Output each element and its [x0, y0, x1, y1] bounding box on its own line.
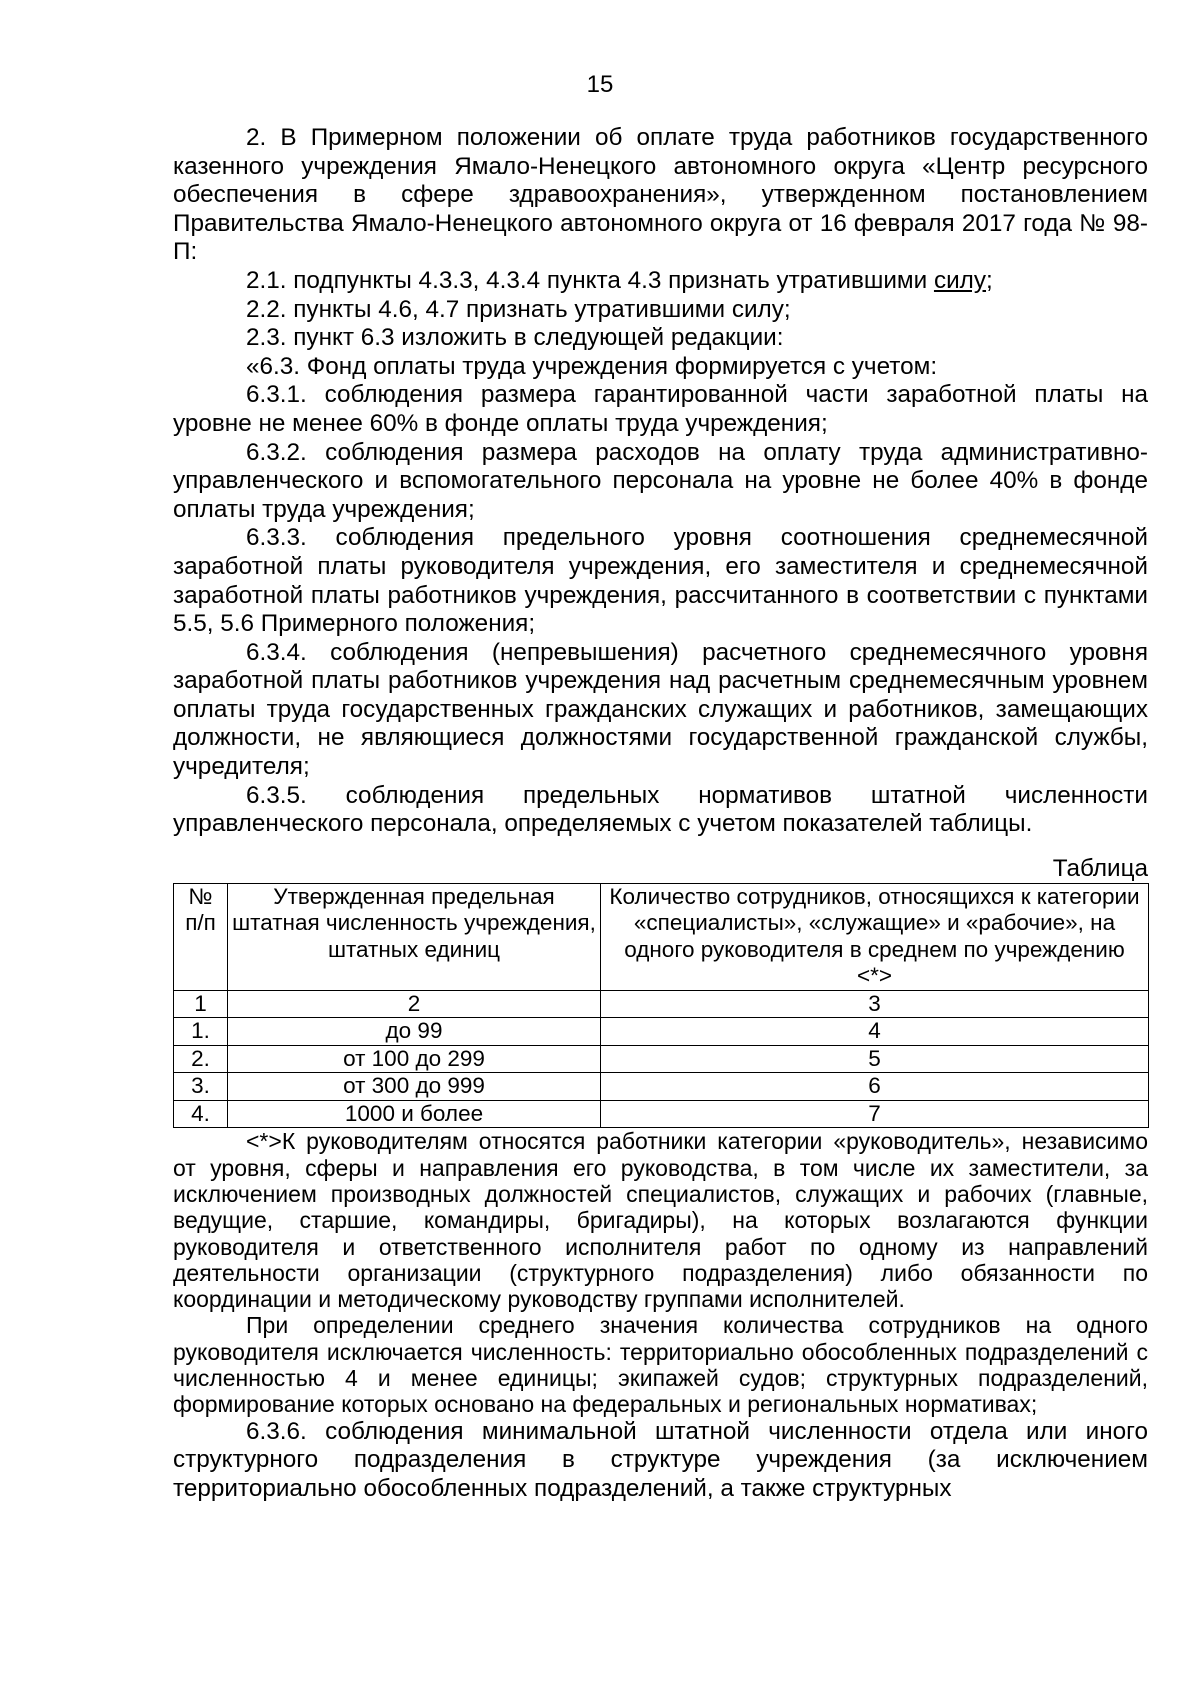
staff-limit-cell: 1000 и более — [228, 1100, 601, 1128]
row-number: 1. — [174, 1018, 228, 1046]
document-body — [173, 124, 1148, 1503]
paragraph-6-3-4: 6.3.4. соблюдения (непревышения) расчетного среднемесячного уровня заработной платы работников учреждения над расчетным среднемесячным уровнем оплаты труда государственных гражданских служащих и работников, замещающих должности, не являющиеся должностями государственной гражданской службы, учредителя; — [173, 638, 1148, 781]
staff-limit-cell: от 100 до 299 — [228, 1045, 601, 1073]
page-number: 15 — [586, 71, 614, 98]
paragraph-6-3-3: 6.3.3. соблюдения предельного уровня соотношения среднемесячной заработной платы руководителя учреждения, его заместителя и среднемесячной заработной платы работников учреждения, рассчитанного в соответствии с пунктами 5.5, 5.6 Примерного положения; — [173, 524, 1148, 638]
table-row — [174, 1018, 1149, 1046]
table-row — [174, 1100, 1149, 1128]
employees-per-manager-cell: 5 — [601, 1045, 1149, 1073]
paragraph-2-2: 2.2. пункты 4.6, 4.7 признать утратившими силу; — [246, 295, 791, 323]
paragraph-2-3: 2.3. пункт 6.3 изложить в следующей редакции: — [246, 324, 784, 352]
column-number: 1 — [174, 990, 228, 1018]
footnote-average-calculation: При определении среднего значения количества сотрудников на одного руководителя исключается численность: территориально обособленных подразделений с численностью 4 и менее единицы; экипажей судов; структурных подразделений, формирование которых основано на федеральных и региональных нормативах; — [173, 1312, 1148, 1418]
employees-per-manager-cell: 4 — [601, 1018, 1149, 1046]
column-number: 2 — [228, 990, 601, 1018]
row-number: 4. — [174, 1100, 228, 1128]
table-row — [174, 1073, 1149, 1101]
row-number: 3. — [174, 1073, 228, 1101]
table-header-row — [174, 883, 1149, 990]
paragraph-2-1-text: 2.1. подпункты 4.3.3, 4.3.4 пункта 4.3 признать утратившими — [246, 266, 934, 294]
staff-limit-cell: до 99 — [228, 1018, 601, 1046]
table-row — [174, 1045, 1149, 1073]
paragraph-2: 2. В Примерном положении об оплате труда работников государственного казенного учреждения Ямало-Ненецкого автономного округа «Центр ресурсного обеспечения в сфере здравоохранения», утвержденном постановлением Правительства Ямало-Ненецкого автономного округа от 16 февраля 2017 года № 98-П: — [173, 124, 1148, 266]
paragraph-6-3-6: 6.3.6. соблюдения минимальной штатной численности отдела или иного структурного подразделения в структуре учреждения (за исключением территориально обособленных подразделений, а также структурных — [173, 1417, 1148, 1502]
column-number: 3 — [601, 990, 1149, 1018]
row-number: 2. — [174, 1045, 228, 1073]
employees-per-manager-cell: 7 — [601, 1100, 1149, 1128]
header-number: № п/п — [174, 883, 228, 990]
paragraph-2-1 — [173, 267, 1148, 296]
staff-norms-table — [173, 883, 1149, 1129]
employees-per-manager-cell: 6 — [601, 1073, 1149, 1101]
staff-limit-cell: от 300 до 999 — [228, 1073, 601, 1101]
paragraph-6-3-2: 6.3.2. соблюдения размера расходов на оплату труда административно-управленческого и вспомогательного персонала на уровне не более 40% в фонде оплаты труда учреждения; — [173, 438, 1148, 523]
table-caption: Таблица — [1052, 854, 1148, 882]
header-employees-per-manager: Количество сотрудников, относящихся к категории «специалисты», «служащие» и «рабочие», на одного руководителя в среднем по учреждению <*> — [601, 883, 1149, 990]
header-staff-limit: Утвержденная предельная штатная численность учреждения, штатных единиц — [228, 883, 601, 990]
table-column-numbers-row — [174, 990, 1149, 1018]
paragraph-6-3: «6.3. Фонд оплаты труда учреждения формируется с учетом: — [246, 352, 938, 380]
paragraph-2-1-end: ; — [986, 266, 993, 294]
paragraph-6-3-1: 6.3.1. соблюдения размера гарантированной части заработной платы на уровне не менее 60% в фонде оплаты труда учреждения; — [173, 381, 1148, 437]
paragraph-6-3-5: 6.3.5. соблюдения предельных нормативов штатной численности управленческого персонала, определяемых с учетом показателей таблицы. — [173, 781, 1148, 838]
underlined-word: силу — [933, 266, 986, 294]
footnote-managers: <*>К руководителям относятся работники категории «руководитель», независимо от уровня, сферы и направления его руководства, в том числе их заместители, за исключением производных должностей специалистов, служащих и рабочих (главные, ведущие, старшие, командиры, бригадиры), на которых возлагаются функции руководителя и ответственного исполнителя работ по одному из направлений деятельности организации (структурного подразделения) либо обязанности по координации и методическому руководству группами исполнителей. — [173, 1128, 1148, 1313]
